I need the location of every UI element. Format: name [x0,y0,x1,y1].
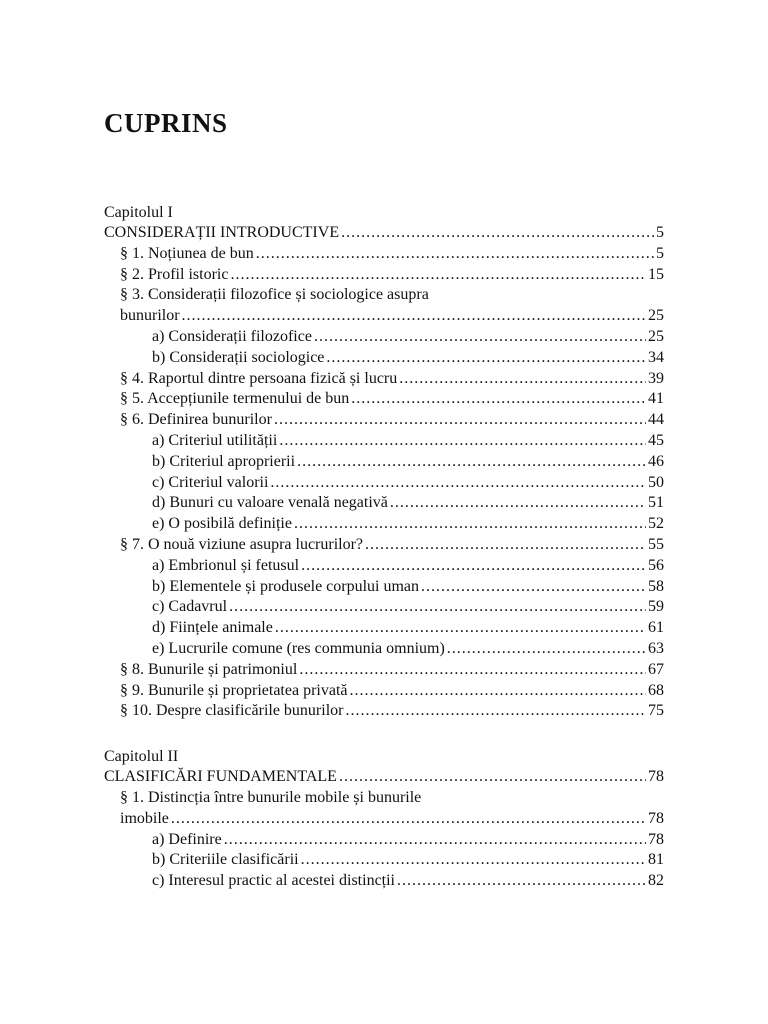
toc-entry[interactable] [104,306,664,327]
toc-entry[interactable] [104,369,664,390]
toc-entry-title: § 7. O nouă viziune asupra lucrurilor? [120,535,364,553]
toc-entry-title: a) Embrionul și fetusul [152,556,300,574]
toc-entry-page: 46 [648,452,664,470]
toc-entry-title: c) Criteriul valorii [152,473,269,491]
toc-entry-title: d) Ființele animale [152,619,273,637]
chapter-label: Capitolul II [104,748,179,766]
toc-entry[interactable] [104,681,664,702]
dot-leader [349,681,646,702]
dot-leader [182,306,646,327]
toc-entry-page: 25 [648,327,664,345]
toc-entry-title: bunurilor [120,307,180,325]
toc-entry-title: § 9. Bunurile și proprietatea privată [120,681,348,699]
toc-entry-title: c) Interesul practic al acestei distincții [152,872,395,890]
toc-entry-page: 45 [648,431,664,449]
toc-entry-title: § 8. Bunurile și patrimoniul [120,660,298,678]
toc-entry-title: b) Criteriul aproprierii [152,452,296,470]
toc-entry[interactable] [104,285,664,306]
dot-leader [345,701,646,722]
dot-leader [274,410,646,431]
toc-entry-title: § 1. Distincția între bunurile mobile și bunurile [120,788,422,806]
toc-entry[interactable] [104,535,664,556]
dot-leader [421,577,646,598]
dot-leader [351,389,646,410]
toc-entry-title: § 2. Profil istoric [120,265,229,283]
toc-entry-page: 67 [648,660,664,678]
toc-entry-page: 5 [656,244,664,262]
toc-entry-page: 5 [656,224,664,241]
toc-entry-page: 75 [648,702,664,720]
table-of-contents [104,203,664,892]
toc-entry-page: 52 [648,515,664,533]
toc-entry[interactable] [104,452,664,473]
toc-entry-title: § 5. Accepțiunile termenului de bun [120,390,350,408]
toc-entry-page: 41 [648,390,664,408]
toc-entry-title: a) Considerații filozofice [152,327,312,345]
toc-entry-title: imobile [120,809,169,827]
toc-entry[interactable] [104,473,664,494]
toc-entry-page: 63 [648,639,664,657]
toc-entry-page: 68 [648,681,664,699]
toc-entry[interactable] [104,639,664,660]
toc-entry[interactable] [104,830,664,851]
toc-entry[interactable] [104,431,664,452]
dot-leader [256,244,654,265]
toc-entry-page: 58 [648,577,664,595]
toc-entry-title: a) Criteriul utilității [152,431,278,449]
toc-entry[interactable] [104,850,664,871]
toc-entry-page: 61 [648,619,664,637]
dot-leader [326,348,646,369]
toc-entry[interactable] [104,493,664,514]
dot-leader [275,618,646,639]
toc-entry[interactable] [104,767,664,788]
chapter-gap [104,722,664,747]
toc-entry-title: CLASIFICĂRI FUNDAMENTALE [104,768,337,786]
dot-leader [294,514,646,535]
toc-entry-page: 39 [648,369,664,387]
toc-entry[interactable] [104,410,664,431]
toc-entry-page: 78 [648,809,664,827]
dot-leader [399,369,646,390]
toc-entry-title: § 4. Raportul dintre persoana fizică și lucru [120,369,398,387]
dot-leader [314,327,646,348]
dot-leader [270,473,646,494]
toc-entry-title: b) Considerații sociologice [152,348,325,366]
dot-leader [279,431,646,452]
toc-entry-page: 78 [648,768,664,786]
toc-entry[interactable] [104,597,664,618]
dot-leader [397,871,646,892]
toc-entry[interactable] [104,871,664,892]
toc-entry-page: 59 [648,598,664,616]
toc-entry[interactable] [104,618,664,639]
toc-entry-title: CONSIDERAȚII INTRODUCTIVE [104,224,340,241]
toc-entry-title: d) Bunuri cu valoare venală negativă [152,494,388,512]
toc-entry-page: 25 [648,307,664,325]
toc-entry-title: § 3. Considerații filozofice și sociologice asupra [120,286,429,304]
page-title: CUPRINS [104,108,228,138]
toc-entry[interactable] [104,327,664,348]
toc-entry-page: 50 [648,473,664,491]
dot-leader [297,452,646,473]
toc-entry-page: 78 [648,830,664,848]
toc-entry-page: 51 [648,494,664,512]
dot-leader [390,493,646,514]
toc-entry-page: 34 [648,348,664,366]
dot-leader [365,535,646,556]
toc-entry-title: b) Elementele și produsele corpului uman [152,577,420,595]
dot-leader [301,556,646,577]
toc-entry-title: e) O posibilă definiție [152,515,292,533]
toc-entry[interactable] [104,514,664,535]
toc-entry-title: c) Cadavrul [152,598,228,616]
toc-entry-title: § 10. Despre clasificările bunurilor [120,702,344,720]
toc-entry[interactable] [104,348,664,369]
dot-leader [224,830,646,851]
toc-entry[interactable] [104,788,664,809]
toc-entry-title: § 6. Definirea bunurilor [120,411,272,429]
dot-leader [301,850,646,871]
dot-leader [339,767,646,788]
toc-entry[interactable] [104,577,664,598]
toc-entry[interactable] [104,809,664,830]
chapter-label: Capitolul I [104,204,173,221]
toc-entry[interactable] [104,556,664,577]
toc-entry[interactable] [104,244,664,265]
dot-leader [341,223,654,244]
toc-entry-page: 82 [648,872,664,890]
toc-entry[interactable] [104,389,664,410]
toc-entry-title: § 1. Noțiunea de bun [120,244,254,262]
toc-entry-title: e) Lucrurile comune (res communia omnium) [152,639,445,657]
toc-entry[interactable] [104,660,664,681]
toc-entry-title: b) Criteriile clasificării [152,851,299,869]
dot-leader [299,660,646,681]
toc-entry-page: 81 [648,851,664,869]
dot-leader [171,809,646,830]
toc-entry-page: 44 [648,411,664,429]
dot-leader [230,265,646,286]
dot-leader [229,597,646,618]
toc-entry-page: 56 [648,556,664,574]
toc-entry[interactable] [104,265,664,286]
toc-entry-page: 15 [648,265,664,283]
dot-leader [447,639,646,660]
toc-entry-page: 55 [648,535,664,553]
toc-entry[interactable] [104,701,664,722]
toc-entry[interactable] [104,223,664,244]
toc-entry-title: a) Definire [152,830,222,848]
